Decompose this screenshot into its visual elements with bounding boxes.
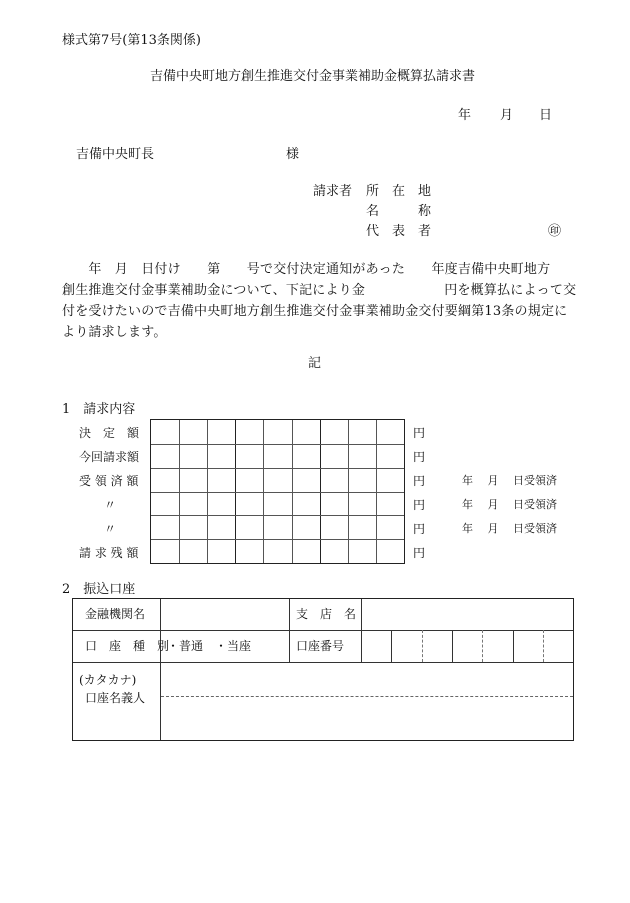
- account-type-label: 口 座 種 別: [85, 639, 170, 653]
- amount-grid: [150, 419, 405, 564]
- row-label-received: 受 領 済 額: [79, 474, 139, 488]
- grid-row-line: [151, 539, 404, 540]
- body-line-4: より請求します。: [62, 325, 167, 340]
- row-label-remaining: 請 求 残 額: [79, 546, 139, 560]
- unit-yen-3: 円: [413, 474, 426, 488]
- date-month: 月: [500, 108, 514, 123]
- unit-yen-5: 円: [413, 522, 426, 536]
- ki-heading: 記: [308, 356, 322, 371]
- date-year: 年: [458, 108, 472, 123]
- addressee-honorific: 様: [286, 147, 300, 162]
- row-label-current: 今回請求額: [79, 450, 140, 464]
- account-holder-label: 口座名義人: [85, 691, 146, 705]
- unit-yen-6: 円: [413, 546, 426, 560]
- unit-yen-4: 円: [413, 498, 426, 512]
- claimant-name-label: 名 称: [366, 204, 432, 219]
- body-line-3: 付を受けたいので吉備中央町地方創生推進交付金事業補助金交付要綱第13条の規定に: [62, 304, 568, 319]
- branch-name-label: 支 店 名: [296, 607, 357, 621]
- form-number: 様式第7号(第13条関係): [62, 33, 201, 48]
- request-body: [62, 259, 577, 343]
- row-label-decided: 決 定 額: [79, 426, 140, 440]
- body-line-1: 年 月 日付け 第 号で交付決定通知があった 年度吉備中央町地方: [62, 262, 551, 277]
- unit-yen-1: 円: [413, 426, 426, 440]
- kana-label: (カタカナ): [79, 673, 137, 687]
- received-date-note-1: 年 月 日受領済: [462, 474, 557, 487]
- received-date-note-3: 年 月 日受領済: [462, 522, 557, 535]
- account-number-label: 口座番号: [296, 639, 345, 653]
- account-type-options: ・普通 ・当座: [167, 639, 252, 653]
- grid-row-line: [151, 444, 404, 445]
- received-date-note-2: 年 月 日受領済: [462, 498, 557, 511]
- section1-title: 1 請求内容: [62, 402, 136, 417]
- date-day: 日: [539, 108, 553, 123]
- bank-name-label: 金融機関名: [85, 607, 146, 621]
- addressee-name: 吉備中央町長: [76, 147, 155, 162]
- seal-mark: ㊞: [548, 224, 562, 239]
- claimant-representative-label: 代 表 者: [366, 224, 432, 239]
- unit-yen-2: 円: [413, 450, 426, 464]
- claimant-address-label: 所 在 地: [366, 184, 432, 199]
- grid-row-line: [151, 515, 404, 516]
- grid-row-line: [151, 492, 404, 493]
- claimant-label: 請求者: [313, 184, 353, 199]
- body-line-2: 創生推進交付金事業補助金について、下記により金 円を概算払によって交: [62, 283, 577, 298]
- document-title: 吉備中央町地方創生推進交付金事業補助金概算払請求書: [150, 69, 476, 84]
- grid-row-line: [151, 468, 404, 469]
- row-label-ditto-1: 〃: [104, 498, 117, 512]
- section2-title: 2 振込口座: [62, 582, 136, 597]
- row-label-ditto-2: 〃: [104, 522, 117, 536]
